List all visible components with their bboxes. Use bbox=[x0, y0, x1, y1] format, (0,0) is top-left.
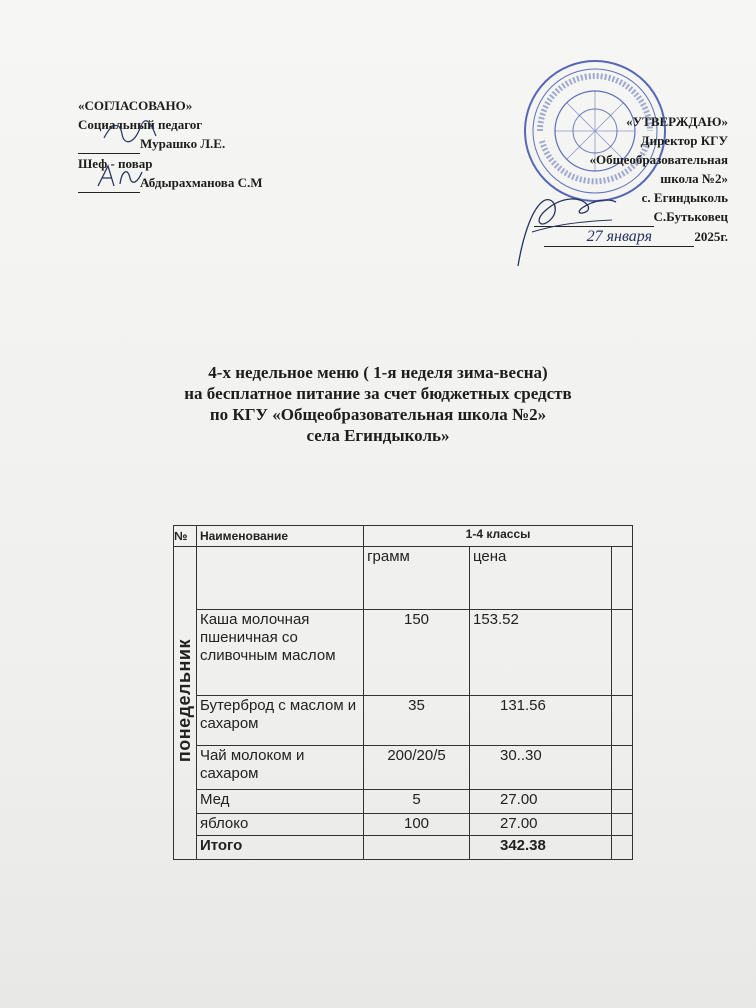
chef-name: Абдырахманова С.М bbox=[140, 175, 263, 190]
school-line-2: школа №2» bbox=[660, 171, 728, 186]
dish-gram: 5 bbox=[364, 790, 470, 814]
pedagogue-signature bbox=[100, 118, 160, 148]
title-line-1: 4-х недельное меню ( 1-я неделя зима-весна) bbox=[208, 363, 548, 382]
table-row bbox=[174, 746, 633, 790]
day-cell bbox=[174, 547, 197, 860]
date-handwritten: 27 января bbox=[544, 227, 694, 247]
col-name-header: Наименование bbox=[196, 526, 363, 547]
dish-price: 131.56 bbox=[469, 696, 611, 746]
approved-heading: «УТВЕРЖДАЮ» bbox=[626, 114, 728, 129]
title-line-2: на бесплатное питание за счет бюджетных средств bbox=[184, 384, 572, 403]
dish-name: Каша молочная пшеничная со сливочным маслом bbox=[196, 610, 363, 696]
day-label: понедельник bbox=[174, 639, 195, 763]
menu-title bbox=[0, 362, 756, 446]
title-line-4: села Егиндыколь» bbox=[306, 426, 450, 445]
chef-signature bbox=[92, 160, 152, 192]
village-line: с. Егиндыколь bbox=[641, 190, 728, 205]
subheader-name-cell bbox=[196, 547, 363, 610]
extra-cell bbox=[612, 790, 633, 814]
table-row bbox=[174, 696, 633, 746]
director-name: С.Бутьковец bbox=[653, 209, 728, 224]
total-row bbox=[174, 836, 633, 860]
extra-cell bbox=[612, 547, 633, 610]
dish-name: Мед bbox=[196, 790, 363, 814]
extra-cell bbox=[612, 746, 633, 790]
dish-name: яблоко bbox=[196, 814, 363, 836]
col-price-header: цена bbox=[469, 547, 611, 610]
subheader-row bbox=[174, 547, 633, 610]
title-line-3: по КГУ «Общеобразовательная школа №2» bbox=[209, 405, 547, 424]
extra-cell bbox=[612, 610, 633, 696]
dish-price: 27.00 bbox=[469, 790, 611, 814]
table-row bbox=[174, 610, 633, 696]
dish-price: 153.52 bbox=[469, 610, 611, 696]
dish-price: 27.00 bbox=[469, 814, 611, 836]
table-row bbox=[174, 814, 633, 836]
extra-cell bbox=[612, 814, 633, 836]
chef-title: Шеф - повар bbox=[78, 156, 153, 171]
agreed-heading: «СОГЛАСОВАНО» bbox=[78, 98, 193, 113]
pedagogue-title: Социальный педагог bbox=[78, 117, 203, 132]
dish-name: Бутерброд с маслом и сахаром bbox=[196, 696, 363, 746]
menu-table bbox=[173, 525, 633, 860]
total-value: 342.38 bbox=[469, 836, 611, 860]
dish-name: Чай молоком и сахаром bbox=[196, 746, 363, 790]
extra-cell bbox=[612, 696, 633, 746]
total-gram-cell bbox=[364, 836, 470, 860]
dish-gram: 200/20/5 bbox=[364, 746, 470, 790]
extra-cell bbox=[612, 836, 633, 860]
dish-gram: 150 bbox=[364, 610, 470, 696]
dish-price: 30..30 bbox=[469, 746, 611, 790]
total-label: Итого bbox=[196, 836, 363, 860]
dish-gram: 35 bbox=[364, 696, 470, 746]
pedagogue-name: Мурашко Л.Е. bbox=[140, 136, 226, 151]
director-signature bbox=[512, 182, 622, 272]
dish-gram: 100 bbox=[364, 814, 470, 836]
table-row bbox=[174, 790, 633, 814]
col-number-header: № bbox=[174, 526, 197, 547]
col-gram-header: грамм bbox=[364, 547, 470, 610]
col-classes-header: 1-4 классы bbox=[364, 526, 633, 547]
director-title: Директор КГУ bbox=[640, 133, 728, 148]
header-row bbox=[174, 526, 633, 547]
year: 2025г. bbox=[694, 229, 728, 244]
school-line-1: «Общеобразовательная bbox=[589, 152, 728, 167]
